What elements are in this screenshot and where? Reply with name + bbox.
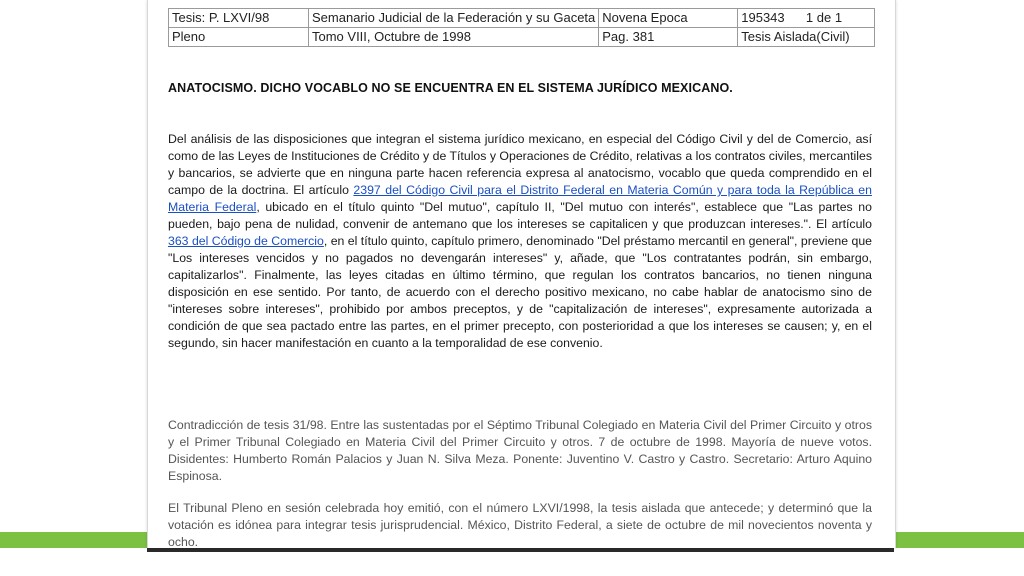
precedent-paragraph: Contradicción de tesis 31/98. Entre las sustentadas por el Séptimo Tribunal Colegiado en Materia Civil del Primer Circuito y otros y el Primer Tribunal Colegiado en Materia Civil del Primer Circuito y otros. 7 de octubre de 1998. Mayoría de nueve votos. Disidentes: Humberto Román Palacios y Juan N. Silva Meza. Ponente: Juventino V. Castro y Castro. Secretario: Arturo Aquino Espinosa. <box>168 418 872 483</box>
plenary-note-paragraph: El Tribunal Pleno en sesión celebrada hoy emitió, con el número LXVI/1998, la tesis aislada que antecede; y determinó que la votación es idónea para integrar tesis jurisprudencial. México, Distrito Federal, a siete de octubre de mil novecientos noventa y ocho. <box>168 501 872 548</box>
paragraph-text: Del análisis de las disposiciones que integran el sistema jurídico mexicano, en especial del Código Civil y del de Comercio, así como de las Leyes de Instituciones de Crédito y de Títulos y Operaciones de Crédito, relativas a los contratos civiles, mercantiles y bancarios, se advierte que en ninguna parte hacen referencia expresa al anatocismo, vocablo que queda comprendido en el campo de la doctrina. El artículo <box>168 132 872 197</box>
paragraph-text: , en el título quinto, capítulo primero, denominado "Del préstamo mercantil en general", previene que "Los intereses vencidos y no pagados no devengarán intereses" y, añade, que "Los contratantes podrán, sin embargo, capitalizarlos". Finalmente, las leyes citadas en último término, que regulan los contratos bancarios, no tienen ninguna disposición en ese sentido. Por tanto, de acuerdo con el derecho positivo mexicano, no cabe hablar de anatocismo sino de "intereses sobre intereses", prohibido por ambos preceptos, y de "capitalización de intereses", expresamente autorizada a condición de que sea pactado entre las partes, en el primer precepto, con posterioridad a que los intereses se causen; y, en el segundo, sin hacer manifestación en cuanto a la temporalidad de ese convenio. <box>168 234 872 350</box>
document-page <box>147 0 896 548</box>
court-cell: Pleno <box>169 28 309 47</box>
metadata-table <box>168 8 875 47</box>
codigo-comercio-link[interactable]: 363 del Código de Comercio <box>168 234 324 248</box>
document-title: ANATOCISMO. DICHO VOCABLO NO SE ENCUENTRA EN EL SISTEMA JURÍDICO MEXICANO. <box>168 81 733 95</box>
table-row <box>169 28 875 47</box>
page-shadow-bar <box>147 548 894 552</box>
registry-number: 195343 <box>741 10 785 25</box>
epoch-cell: Novena Epoca <box>599 9 738 28</box>
registry-cell <box>738 9 875 28</box>
type-cell: Tesis Aislada(Civil) <box>738 28 875 47</box>
page-cell: Pag. 381 <box>599 28 738 47</box>
paragraph-text: , ubicado en el título quinto "Del mutuo", capítulo II, "Del mutuo con interés", establece que "Las partes no pueden, bajo pena de nulidad, convenir de antemano que los intereses se capitalicen y que produzcan intereses.". El artículo <box>168 200 872 231</box>
table-row <box>169 9 875 28</box>
tesis-cell: Tesis: P. LXVI/98 <box>169 9 309 28</box>
volume-cell: Tomo VIII, Octubre de 1998 <box>309 28 599 47</box>
page-count: 1 de 1 <box>805 10 843 25</box>
main-paragraph <box>168 131 872 352</box>
codigo-civil-link[interactable]: 2397 del Código Civil para el Distrito Federal en Materia Común y para toda la República en Materia Federal <box>168 183 872 214</box>
publication-cell: Semanario Judicial de la Federación y su Gaceta <box>309 9 599 28</box>
